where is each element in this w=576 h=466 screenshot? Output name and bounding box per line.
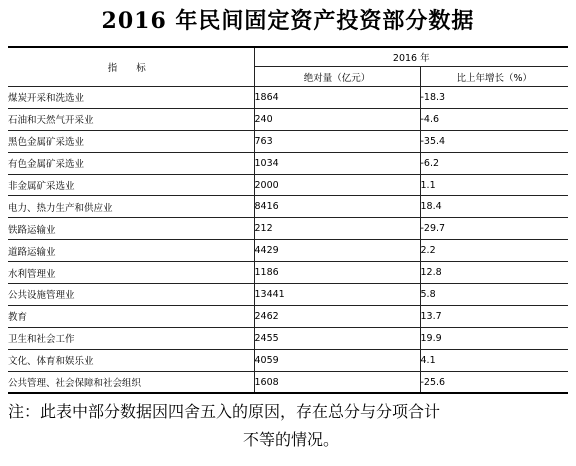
row-name: 黑色金属矿采选业 — [8, 130, 254, 152]
data-table — [8, 46, 568, 394]
row-name: 公共设施管理业 — [8, 284, 254, 306]
table-row — [8, 196, 568, 218]
row-value: 4429 — [254, 240, 420, 262]
row-growth: -29.7 — [420, 218, 568, 240]
header-value: 绝对量（亿元） — [254, 67, 420, 87]
row-name: 公共管理、社会保障和社会组织 — [8, 371, 254, 393]
row-name: 道路运输业 — [8, 240, 254, 262]
row-value: 13441 — [254, 284, 420, 306]
row-name: 煤炭开采和洗选业 — [8, 87, 254, 109]
table-row — [8, 240, 568, 262]
footnote-line-2: 不等的情况。 — [242, 430, 339, 449]
header-growth: 比上年增长（%） — [420, 67, 568, 87]
table-row — [8, 305, 568, 327]
row-growth: 18.4 — [420, 196, 568, 218]
row-name: 文化、体育和娱乐业 — [8, 349, 254, 371]
table-row — [8, 349, 568, 371]
row-growth: -18.3 — [420, 87, 568, 109]
row-value: 1186 — [254, 262, 420, 284]
row-name: 非金属矿采选业 — [8, 174, 254, 196]
row-value: 763 — [254, 130, 420, 152]
row-growth: -35.4 — [420, 130, 568, 152]
row-growth: 2.2 — [420, 240, 568, 262]
row-growth: 4.1 — [420, 349, 568, 371]
row-growth: -4.6 — [420, 108, 568, 130]
table-row — [8, 327, 568, 349]
row-growth: 13.7 — [420, 305, 568, 327]
row-value: 4059 — [254, 349, 420, 371]
row-value: 2462 — [254, 305, 420, 327]
table-row — [8, 262, 568, 284]
table-row — [8, 218, 568, 240]
footnote-line-1: 注：此表中部分数据因四舍五入的原因，存在总分与分项合计 — [8, 402, 441, 421]
row-name: 水利管理业 — [8, 262, 254, 284]
row-value: 212 — [254, 218, 420, 240]
row-growth: 19.9 — [420, 327, 568, 349]
table-row — [8, 371, 568, 393]
row-value: 1864 — [254, 87, 420, 109]
table-row — [8, 284, 568, 306]
row-value: 240 — [254, 108, 420, 130]
row-value: 2455 — [254, 327, 420, 349]
row-name: 电力、热力生产和供应业 — [8, 196, 254, 218]
row-value: 1034 — [254, 152, 420, 174]
row-growth: -6.2 — [420, 152, 568, 174]
row-name: 教育 — [8, 305, 254, 327]
row-growth: 1.1 — [420, 174, 568, 196]
table-row — [8, 108, 568, 130]
row-value: 8416 — [254, 196, 420, 218]
row-name: 石油和天然气开采业 — [8, 108, 254, 130]
table-row — [8, 174, 568, 196]
row-name: 卫生和社会工作 — [8, 327, 254, 349]
table-row — [8, 130, 568, 152]
row-name: 铁路运输业 — [8, 218, 254, 240]
table-row — [8, 152, 568, 174]
row-growth: 5.8 — [420, 284, 568, 306]
row-growth: -25.6 — [420, 371, 568, 393]
row-name: 有色金属矿采选业 — [8, 152, 254, 174]
header-index: 指 标 — [8, 47, 254, 87]
row-growth: 12.8 — [420, 262, 568, 284]
row-value: 1608 — [254, 371, 420, 393]
page-title: 2016 年民间固定资产投资部分数据 — [101, 8, 475, 34]
footnote — [8, 398, 574, 454]
row-value: 2000 — [254, 174, 420, 196]
table-row — [8, 87, 568, 109]
header-year: 2016 年 — [254, 47, 568, 67]
